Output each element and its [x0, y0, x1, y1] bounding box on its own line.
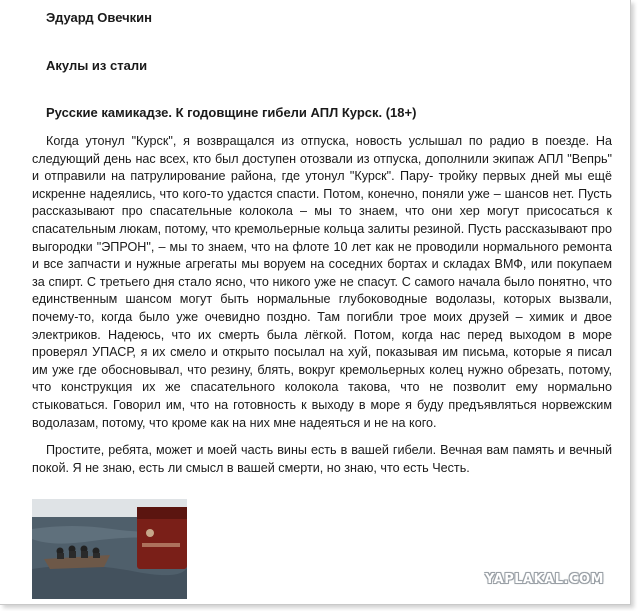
- photo-image: [32, 499, 187, 599]
- site-watermark: YAPLAKAL.COM: [485, 572, 604, 587]
- article-paragraph-1: Когда утонул "Курск", я возвращался из отпуска, новость услышал по радио в поезде. На следующий день нас всех, кто был доступен отозвали из отпуска, дополнили экипаж АПЛ "Вепрь" и отправили на патрулирование района, где утонул "Курск". Пару- тройку первых дней мы ещё искренне надеялись, что кого-то удастся спасти. Потом, конечно, поняли уже – шансов нет. Пусть рассказывают про спасательные колокола – мы то знаем, что они хер могут присосаться к спасательным люкам, потому, что кремольерные кольца залиты резиной. Пусть рассказывают про выгородки "ЭПРОН", – мы то знаем, что на флоте 10 лет как не проводили нормального ремонта и все запчасти и нужные агрегаты мы воруем на соседних бортах и складах ВМФ, или покупаем за спирт. С третьего дня стало ясно, что никого уже не спасут. С самого начала было понятно, что единственным шансом могут быть нормальные глубоководные водолазы, которых вызвали, почему-то, когда было уже очевидно поздно. Там погибли трое моих друзей – химик и двое электриков. Надеюсь, что их смерть была лёгкой. Потом, когда нас перед выходом в море проверял УПАСР, я их смело и открыто посылал на хуй, показывая им письма, которые я писал им уже где обосновывал, что резину, блять, вокруг кремольерных колец нужно обрезать, потому, что конструкция их же спасательного колокола такова, что не позволит ему нормально стыковаться. Говорил им, что на готовность к выходу в море я буду предъявляться норвежским водолазам, потому, что кроме как на них мне надеяться и не на кого.: [32, 134, 612, 430]
- submarine-rescue-photo: [32, 499, 187, 599]
- book-title: Акулы из стали: [46, 58, 148, 73]
- author-name: Эдуард Овечкин: [46, 10, 152, 25]
- article-paragraph-2: Простите, ребята, может и моей часть вины есть в вашей гибели. Вечная вам память и вечный покой. Я не знаю, есть ли смысл в вашей смерти, но знаю, что есть Честь.: [32, 443, 612, 475]
- chapter-title: Русские камикадзе. К годовщине гибели АПЛ Курск. (18+): [46, 105, 417, 120]
